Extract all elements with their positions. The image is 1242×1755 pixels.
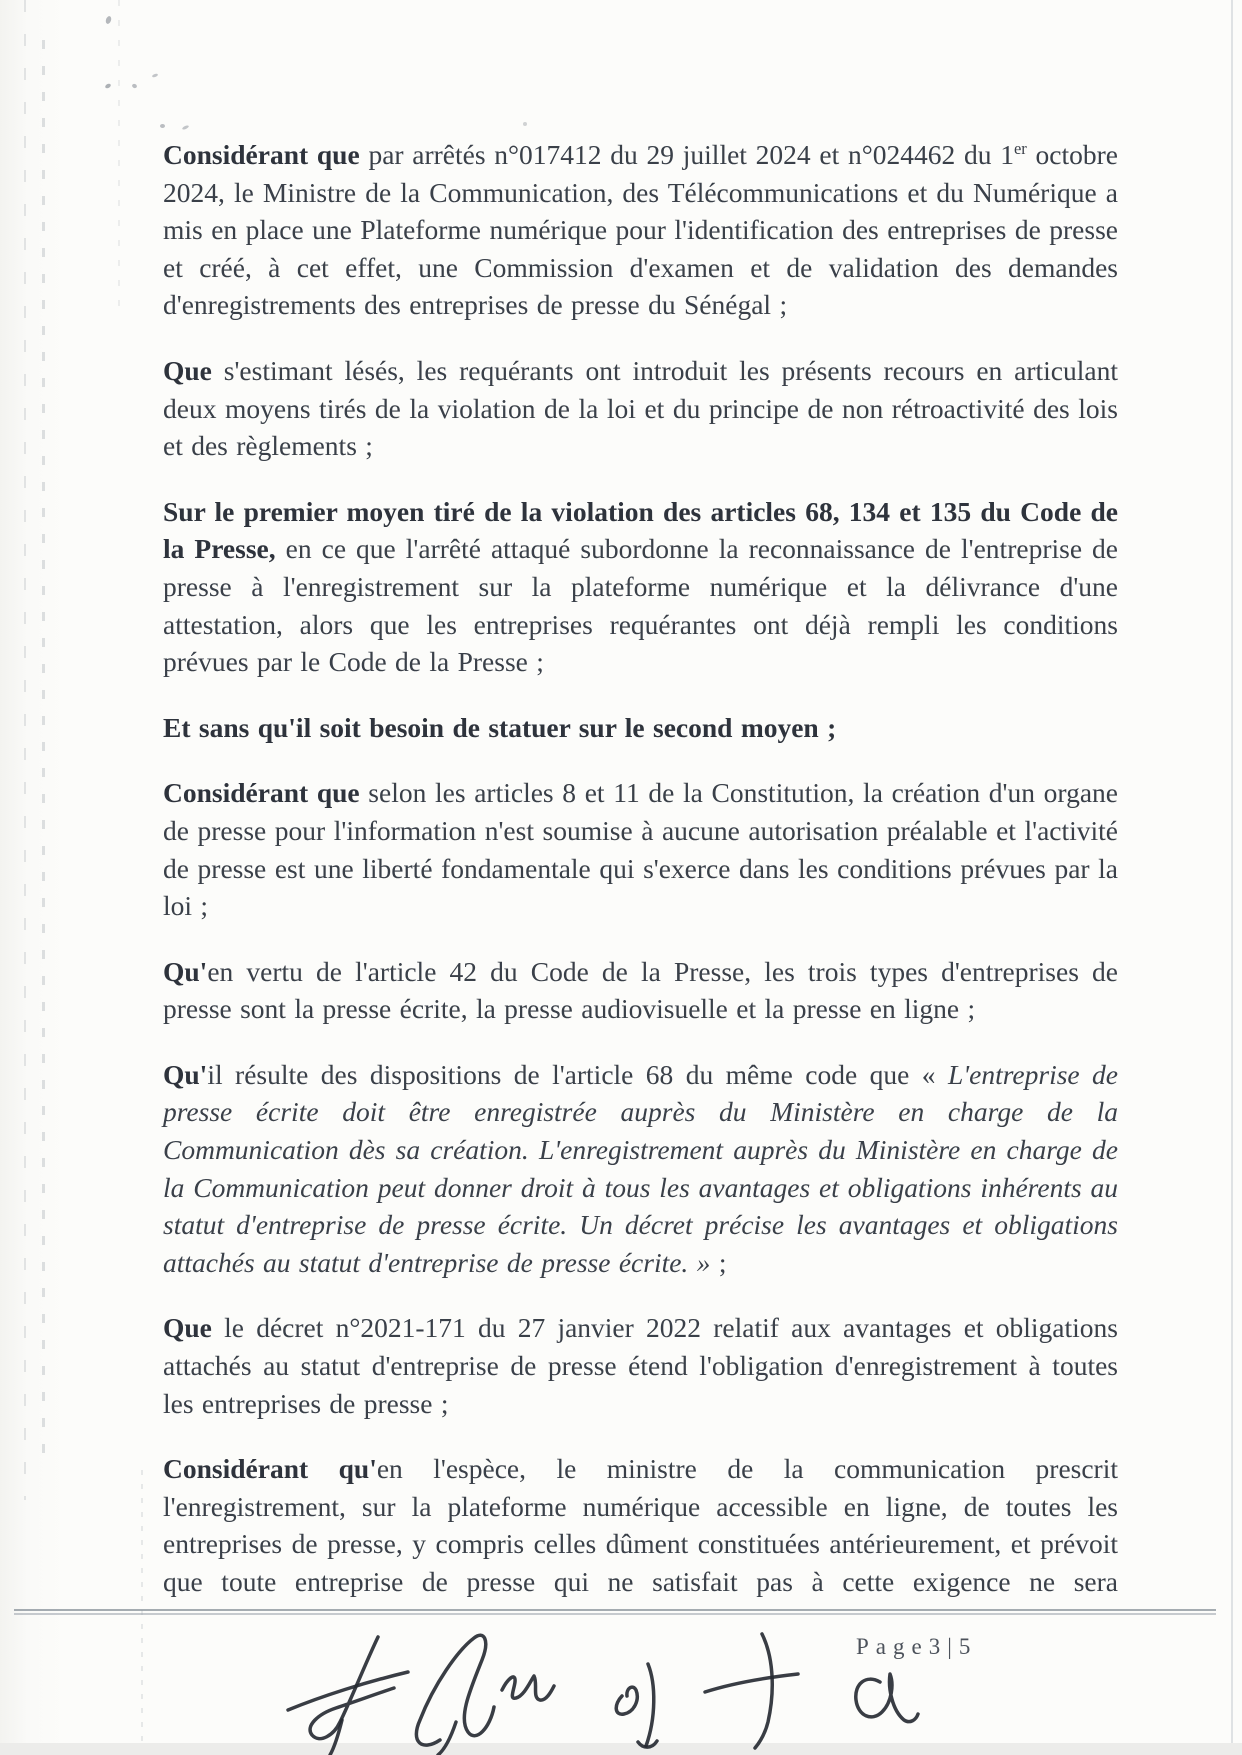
para-premier-moyen: Sur le premier moyen tiré de la violation des articles 68, 134 et 135 du Code de la Presse, en ce que l'arrêté attaqué subordonne la reconnaissance de l'entreprise de presse à l'enregistrement sur la plateforme numérique et la délivrance d'une attestation, alors que les entreprises requérantes ont déjà rempli les conditions prévues par le Code de la Presse ; xyxy=(163,495,1118,678)
para-que-requerants: Que s'estimant lésés, les requérants ont introduit les présents recours en articulant deux moyens tirés de la violation de la loi et du principe de non rétroactivité des lois et des règlements ; xyxy=(163,354,1118,462)
scan-edge-artifact xyxy=(141,1470,143,1755)
scan-speck xyxy=(131,83,137,89)
scan-edge-artifact xyxy=(24,0,26,1500)
scan-speck xyxy=(160,124,165,128)
scan-speck xyxy=(152,73,159,78)
document-body xyxy=(163,136,1118,1629)
scan-speck xyxy=(523,122,527,126)
signature-paraph-5 xyxy=(856,1674,918,1722)
scan-edge-artifact xyxy=(1231,0,1233,1755)
signature-paraph-3 xyxy=(502,1676,554,1700)
page-number: Page3|5 xyxy=(856,1634,978,1659)
scan-edge-artifact xyxy=(42,40,45,1460)
para-considerant-espece: Considérant qu'en l'espèce, le ministre de la communication prescrit l'enregistrement, sur la plateforme numérique accessible en ligne, de toutes les entreprises de presse, y compris celles dûment constituées antérieurement, et prévoit que toute entreprise de presse qui ne satisfait pas à cette exigence ne sera xyxy=(163,1453,1118,1597)
para-considerant-arretes: Considérant que par arrêtés n°017412 du 29 juillet 2024 et n°024462 du 1er octobre 2024, le Ministre de la Communication, des Télécommunications et du Numérique a mis en place une Plateforme numérique pour l'identification des entreprises de presse et créé, à cet effet, une Commission d'examen et de validation des demandes d'enregistrements des entreprises de presse du Sénégal ; xyxy=(163,138,1118,321)
scan-speck xyxy=(182,125,190,131)
signature-paraph-5 xyxy=(705,1674,798,1692)
para-article-68-citation: Qu'il résulte des dispositions de l'article 68 du même code que « L'entreprise de presse écrite doit être enregistrée auprès du Ministère en charge de la Communication dès sa création. L'enregistrement auprès du Ministère en charge de la Communication peut donner droit à tous les avantages et obligations inhérents au statut d'entreprise de presse écrite. Un décret précise les avantages et obligations attachés au statut d'entreprise de presse écrite. » ; xyxy=(163,1058,1118,1278)
signature-paraph-4 xyxy=(646,1664,654,1746)
para-decret-2021-171: Que le décret n°2021-171 du 27 janvier 2022 relatif aux avantages et obligations attachés au statut d'entreprise de presse étend l'obligation d'enregistrement à toutes les entreprises de presse ; xyxy=(163,1312,1118,1419)
para-article-42: Qu'en vertu de l'article 42 du Code de la Presse, les trois types d'entreprises de presse sont la presse écrite, la presse audiovisuelle et la presse en ligne ; xyxy=(163,955,1118,1025)
signature-paraph-5 xyxy=(755,1634,772,1748)
scan-speck xyxy=(104,83,111,89)
para-considerant-constitution: Considérant que selon les articles 8 et 11 de la Constitution, la création d'un organe de presse pour l'information n'est soumise à aucune autorisation préalable et l'activité de presse est une liberté fondamentale qui s'exerce dans les conditions prévues par la loi ; xyxy=(163,777,1118,922)
signature-paraph-4 xyxy=(616,1687,637,1714)
signature-paraph-1 xyxy=(330,1720,342,1755)
scan-edge-artifact xyxy=(118,0,120,320)
scan-speck xyxy=(105,15,112,24)
signatures xyxy=(250,1622,950,1755)
para-second-moyen: Et sans qu'il soit besoin de statuer sur le second moyen ; xyxy=(163,711,837,743)
